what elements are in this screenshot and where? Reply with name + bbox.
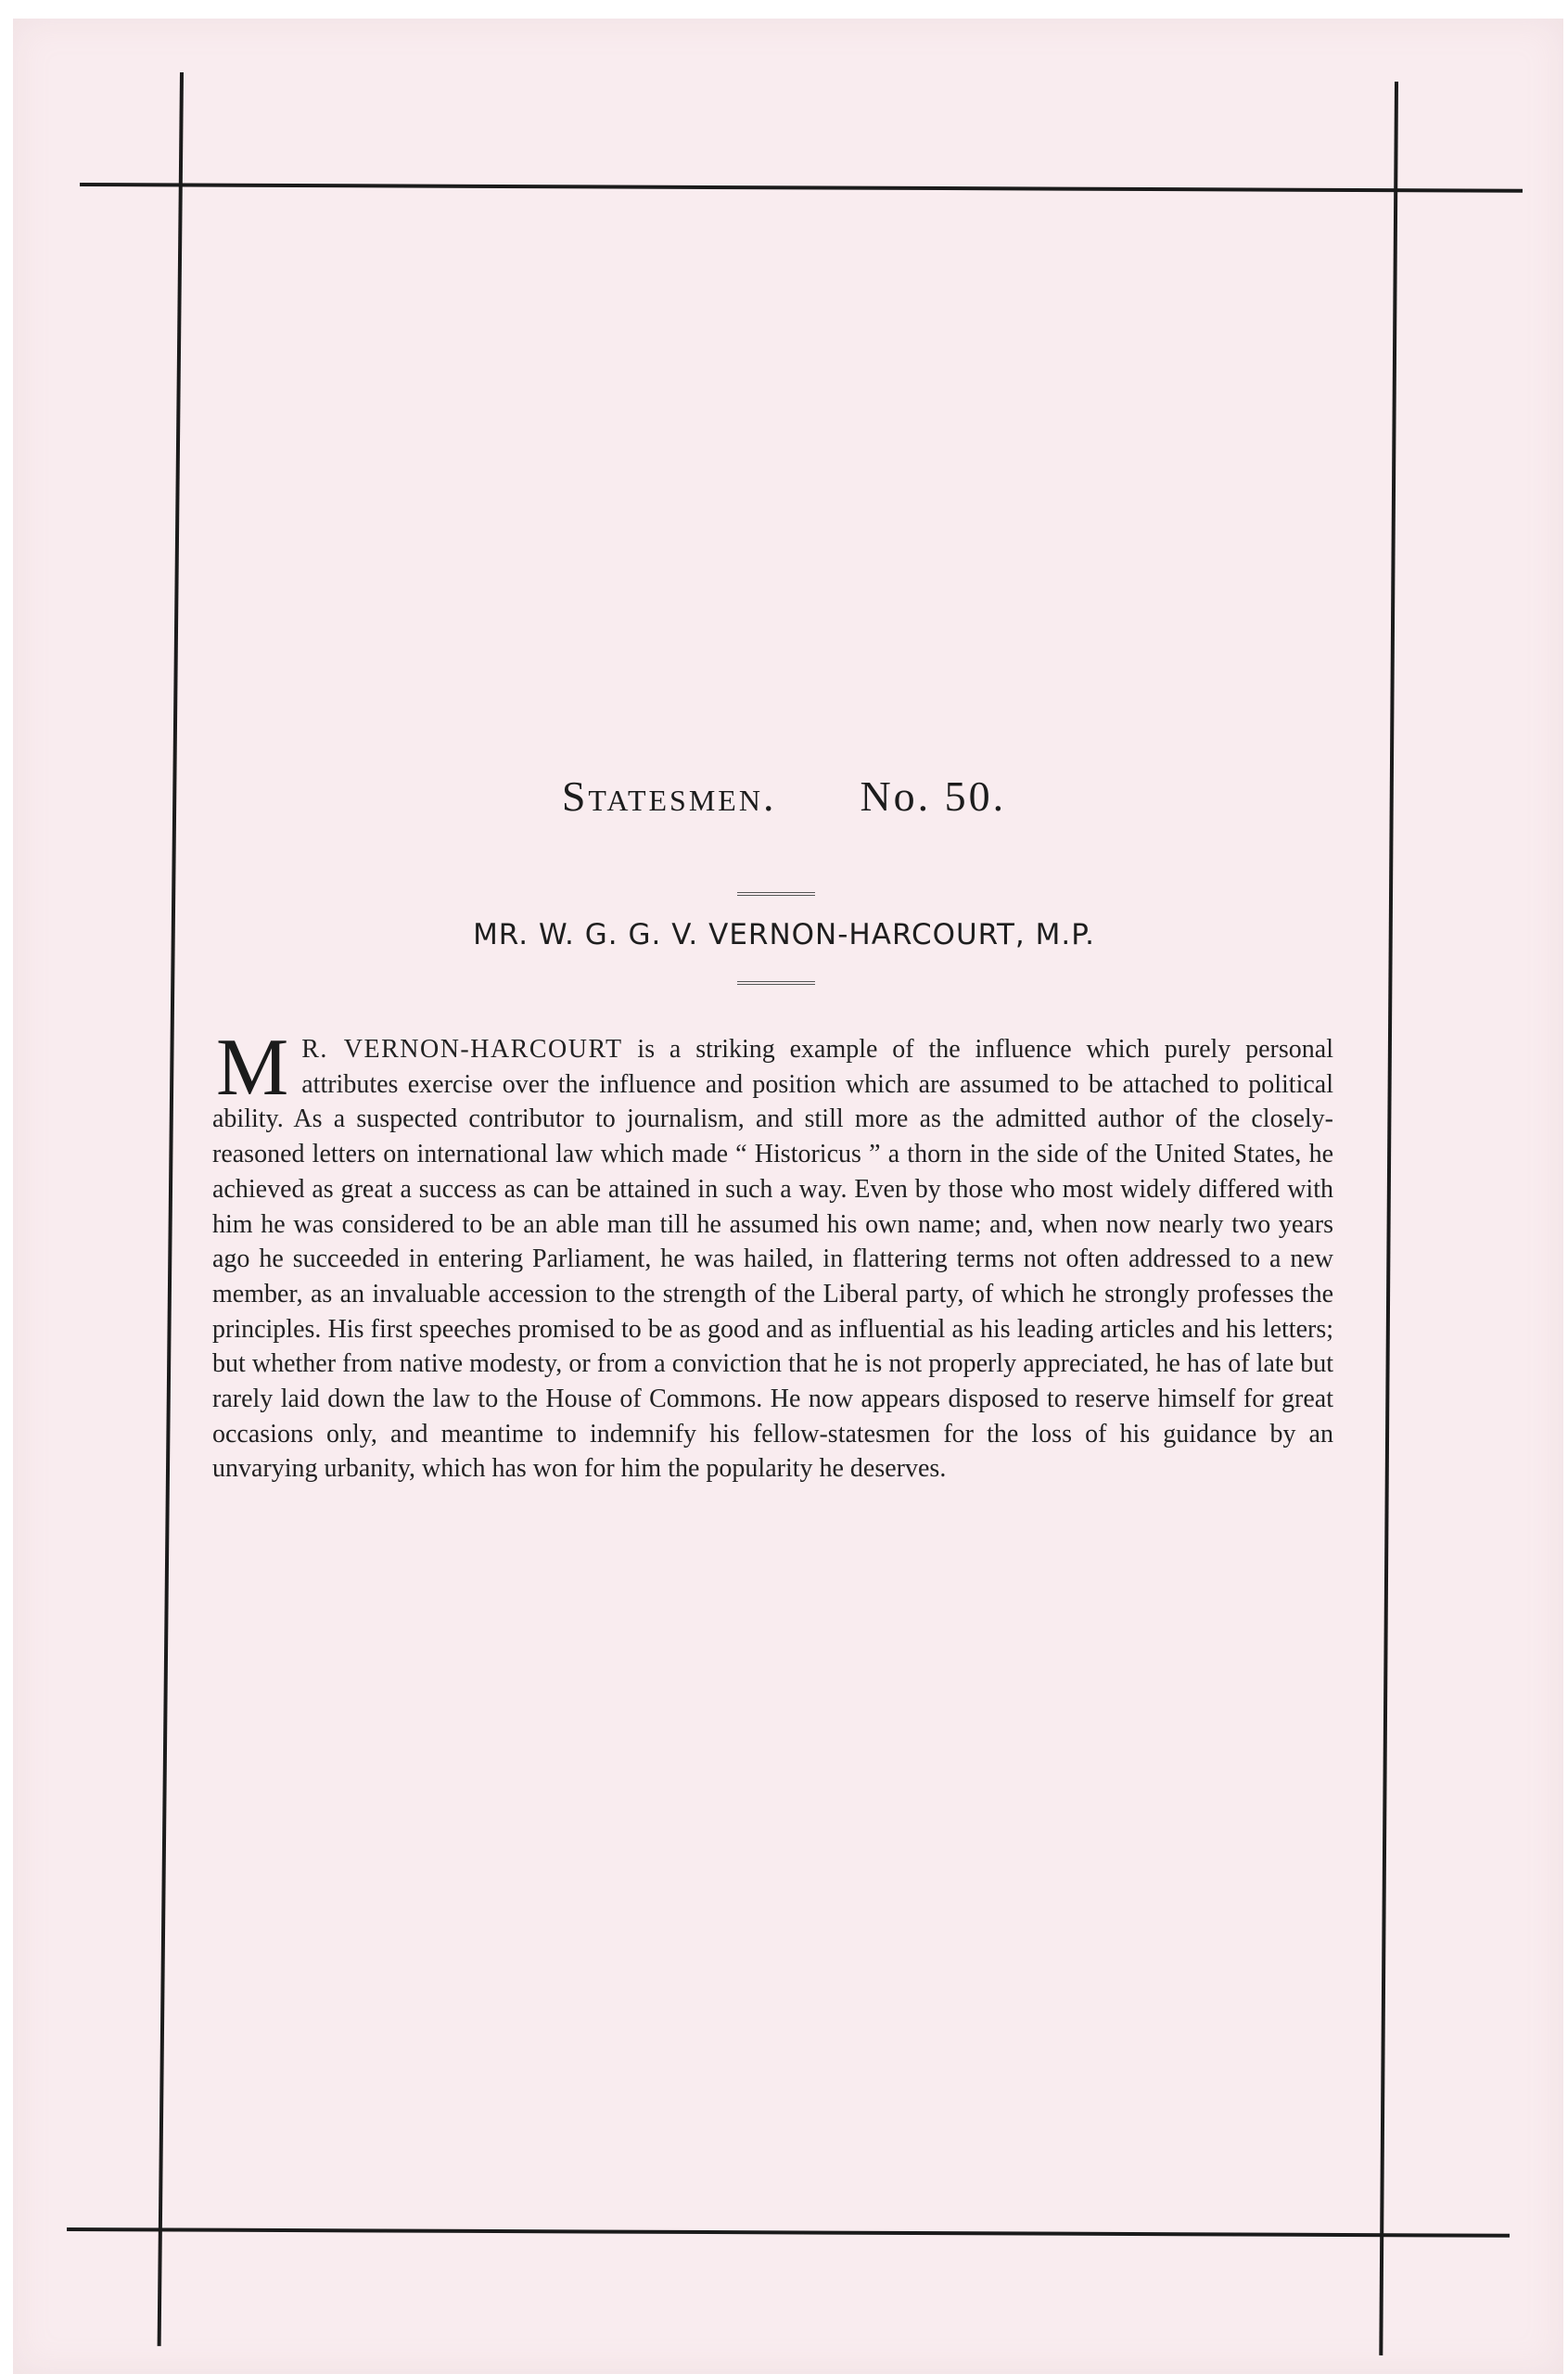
subject-heading: MR. W. G. G. V. VERNON-HARCOURT, M.P. [473,918,1095,951]
article-text: is a striking example of the influence which purely personal attributes exercise over the influence and position which are assumed to be attached to political ability. As a suspected contributor to journalism, and still more as the admitted author of the closely-reasoned letters on international law which made “ Historicus ” a thorn in the side of the United States, he achieved as great a success as can be attained in such a way. Even by those who most widely differed with him he was considered to be an able man till he assumed his own name; and, when now nearly two years ago he succeeded in entering Parliament, he was hailed, in flattering terms not often addressed to a new member, as an invaluable accession to the strength of the Liberal party, of which he strongly professes the principles. His first speeches promised to be as good and as influential as his leading articles and his letters; but whether from native modesty, or from a conviction that he is not properly appreciated, he has of late but rarely laid down the law to the House of Commons. He now appears disposed to reserve himself for great occasions only, and meantime to indemnify his fellow-statesmen for the loss of his guidance by an unvarying urbanity, which has won for him the popularity he deserves. [212,1035,1333,1484]
article-body [212,1023,1333,1487]
lead-in: R. VERNON-HARCOURT [301,1035,623,1064]
ornamental-rule-lower [737,981,815,985]
border-rule-left [158,72,184,2346]
border-rule-bottom [67,2227,1510,2238]
page-title [0,772,1568,821]
ornamental-rule-upper [737,892,815,896]
drop-cap: M [216,1023,289,1113]
border-rule-right [1379,82,1398,2355]
issue-number: No. 50. [860,772,1007,820]
border-rule-top [80,183,1523,193]
series-title: Statesmen. [561,772,777,820]
